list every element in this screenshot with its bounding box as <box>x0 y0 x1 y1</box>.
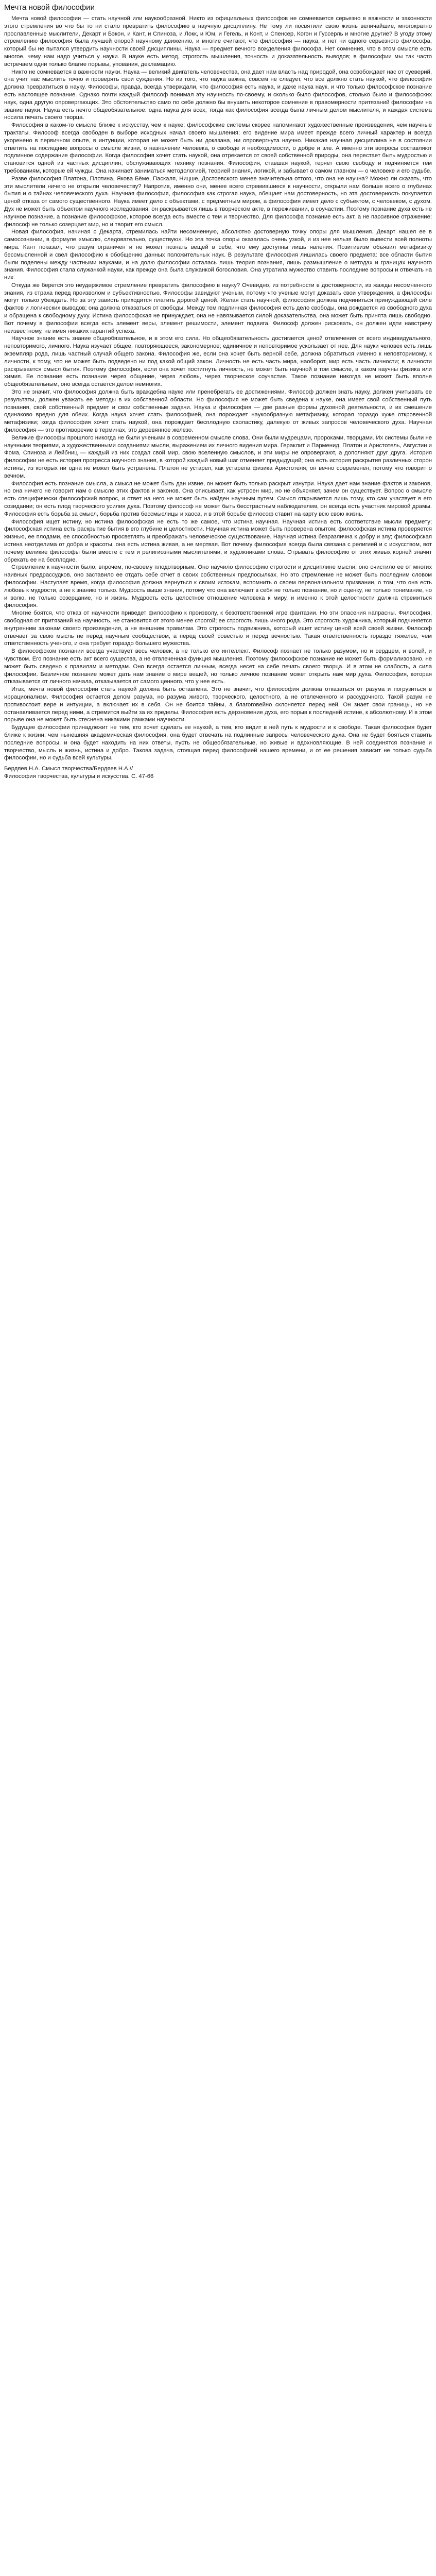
paragraph: Философия в каком-то смысле ближе к искусству, чем к науке; философские системы скорее напоминают художественные произведения, чем научные трактаты. Философ всегда свободен в выборе исходных начал своего мышления; его видение мира имеет прежде всего личный характер и всегда укоренено в первичном опыте, в интуиции, которая не может быть ни доказана, ни опровергнута научно. Никакая научная дисциплина не в состоянии ответить на последние вопросы о смысле жизни, о назначении человека, о свободе и необходимости, о добре и зле. А именно эти вопросы составляют подлинное содержание философии. Когда философия хочет стать наукой, она отрекается от своей собственной природы, она перестает быть мудростью и становится одной из частных дисциплин, обслуживающих технику познания. Философия, ставшая наукой, теряет свою свободу и подчиняется тем требованиям, которые ей чужды. Она начинает заниматься методологией, теорией знания, логикой, и забывает о самом главном — о человеке и его судьбе. <box>4 122 432 174</box>
paragraph: Это не значит, что философия должна быть враждебна науке или пренебрегать ее достижениями. Философ должен знать науку, должен учитывать ее результаты, должен уважать ее методы в их собственной области. Но философия не может быть сведена к науке, она имеет свой собственный путь познания, свой собственный предмет и свои собственные задачи. Наука и философия — две разные формы духовной деятельности, и их смешение одинаково вредно для обеих. Когда наука хочет стать философией, она порождает наукообразную метафизику, которая гораздо хуже откровенной метафизики; когда философия хочет стать наукой, она порождает бесплодную схоластику, далекую от живых запросов человеческого духа. Научная философия — это противоречие в терминах, это деревянное железо. <box>4 389 432 434</box>
paragraph: Научное знание есть знание общеобязательное, и в этом его сила. Но общеобязательность достигается ценой отвлечения от всего индивидуального, неповторимого, личного. Наука изучает общее, повторяющееся, закономерное; единичное и неповторимое ускользает от нее. Для науки человек есть лишь экземпляр рода, лишь частный случай общего закона. Философия же, если она хочет быть верной себе, должна обратиться именно к неповторимому, к личности, к тому, что не может быть подведено ни под какой общий закон. Личность не есть часть мира, наоборот, мир есть часть личности; в личности раскрывается смысл бытия. Поэтому философия, если она хочет постигнуть личность, не может быть научной в том смысле, в каком научны физика или химия. Ее познание есть познание через общение, через любовь, через творческое соучастие. Такое познание никогда не может быть вполне общеобязательным, оно всегда остается делом немногих. <box>4 335 432 388</box>
paragraph: Новая философия, начиная с Декарта, стремилась найти несомненную, абсолютно достоверную точку опоры для мышления. Декарт нашел ее в самосознании, в формуле «мыслю, следовательно, существую». Но эта точка опоры оказалась очень узкой, и из нее нельзя было вывести всей полноты мира. Кант показал, что разум ограничен и не может познать вещей в себе, что ему доступны лишь явления. Позитивизм объявил метафизику бессмысленной и свел философию к обобщению данных положительных наук. В результате философия лишилась своего предмета: все области бытия были поделены между частными науками, и на долю философии осталась лишь теория познания, лишь размышление о методах и границах научного знания. Философия стала служанкой науки, как прежде она была служанкой богословия. Она утратила мужество ставить последние вопросы и отвечать на них. <box>4 229 432 281</box>
paragraph: Многие боятся, что отказ от научности приведет философию к произволу, к безответственной игре фантазии. Но эти опасения напрасны. Философия, свободная от притязаний на научность, не становится от этого менее строгой; ее строгость лишь иного рода. Это строгость художника, который подчиняется внутренним законам своего произведения, а не внешним правилам. Это строгость подвижника, который ищет истину ценой всей своей жизни. Философ отвечает за свою мысль не перед научным сообществом, а перед своей совестью и перед вечностью. Такая ответственность гораздо тяжелее, чем ответственность ученого, и она требует гораздо большего мужества. <box>4 610 432 647</box>
paragraph: Великие философы прошлого никогда не были учеными в современном смысле слова. Они были мудрецами, пророками, творцами. Их системы были не научными теориями, а художественными созданиями мысли, выражением их личного видения мира. Гераклит и Парменид, Платон и Аристотель, Августин и Фома, Спиноза и Лейбниц — каждый из них создал свой мир, свою вселенную смыслов, и эти миры не опровергают, а дополняют друг друга. История философии не есть история прогресса научного знания, в которой каждый новый шаг отменяет предыдущий; она есть история раскрытия различных сторон истины, из которых ни одна не может быть устранена. Платон не устарел, как устарела физика Аристотеля; он вечно современен, потому что говорит о вечном. <box>4 434 432 479</box>
paragraph: В философском познании всегда участвует весь человек, а не только его интеллект. Философ познает не только разумом, но и сердцем, и волей, и чувством. Его познание есть акт всего существа, а не отвлеченная функция мышления. Поэтому философское познание не может быть формализовано, не может быть сведено к правилам и методам. Оно всегда остается личным, всегда несет на себе печать своего творца. И в этом не слабость, а сила философии. Безличное познание может дать нам знание о мире вещей, но только личное познание может открыть нам мир духа. Философия, которая отказывается от личного начала, отказывается от самого ценного, что у нее есть. <box>4 648 432 685</box>
paragraph: Итак, мечта новой философии стать наукой должна быть оставлена. Это не значит, что философия должна отказаться от разума и погрузиться в иррационализм. Философия остается делом разума, но разума живого, творческого, целостного, а не отвлеченного и рассудочного. Такой разум не противостоит вере и интуиции, а включает их в себя. Он не боится тайны, а благоговейно склоняется перед ней. Он знает свои границы, но не останавливается перед ними, а стремится выйти за их пределы. Философия есть дерзновение духа, его порыв к последней истине, к абсолютному. И в этом порыве она не может быть стеснена никакими рамками научности. <box>4 686 432 723</box>
page-title: Мечта новой философии <box>4 3 95 12</box>
paragraph: Философия есть познание смысла, а смысл не может быть дан извне, он может быть только раскрыт изнутри. Наука дает нам знание фактов и законов, но она ничего не говорит нам о смысле этих фактов и законов. Она описывает, как устроен мир, но не объясняет, зачем он существует. Вопрос о смысле есть специфически философский вопрос, и ответ на него не может быть найден научным путем. Смысл открывается лишь тому, кто сам участвует в его созидании; он есть плод творческого усилия духа. Поэтому философ не может быть бесстрастным наблюдателем, он всегда есть участник мировой драмы. Философия есть борьба за смысл, борьба против бессмыслицы и хаоса, и в этой борьбе философ ставит на карту всю свою жизнь. <box>4 480 432 517</box>
citation-footer <box>4 765 432 781</box>
paragraph: Никто не сомневается в важности науки. Наука — великий двигатель человечества, она дает нам власть над природой, она освобождает нас от суеверий, она учит нас мыслить точно и проверять свои суждения. Но из того, что наука важна, совсем не следует, что все должно стать наукой, что философия должна превратиться в науку. Философы, правда, всегда утверждали, что философия есть наука, и даже наука наук, и что только философское познание есть настоящее познание. Однако почти каждый философ понимал эту научность по-своему, и сколько было философов, столько было и философских наук, одна другую опровергающих. Это обстоятельство само по себе должно бы внушить некоторое сомнение в правомерности притязаний философии на звание науки. Наука есть нечто общеобязательное: одна наука для всех, тогда как философия всегда была личным делом мыслителя, и каждая система носила печать своего творца. <box>4 69 432 121</box>
citation-author: Бердяев Н.А. Смысл творчества/Бердяев Н.А.// <box>4 766 133 772</box>
document-page <box>0 0 436 785</box>
paragraph: Будущее философии принадлежит не тем, кто хочет сделать ее наукой, а тем, кто видит в ней путь к мудрости и к свободе. Такая философия будет ближе к жизни, чем нынешняя академическая философия, она будет отвечать на подлинные запросы человеческого духа. Она не будет бояться ставить последние вопросы, и она будет находить на них ответы, пусть не общеобязательные, но живые и вдохновляющие. В ней соединятся познание и творчество, мысль и жизнь, истина и добро. Такова задача, стоящая перед философией нашего времени, и от ее решения зависит не только судьба философии, но и судьба всей культуры. <box>4 724 432 761</box>
paragraph: Стремление к научности было, впрочем, по-своему плодотворным. Оно научило философию строгости и дисциплине мысли, оно очистило ее от многих наивных предрассудков, оно заставило ее отдать себе отчет в своих собственных предпосылках. Но это стремление не может быть последним словом философии. Наступает время, когда философия должна вернуться к своим истокам, вспомнить о своем первоначальном призвании, о том, что она есть любовь к мудрости, а не к знанию только. Мудрость выше знания, потому что она включает в себя не только познание, но и оценку, не только понимание, но и волю, не только созерцание, но и жизнь. Мудрость есть целостное отношение человека к миру, и именно к этой целостности должна стремиться философия. <box>4 564 432 609</box>
citation-source: Философия творчества, культуры и искусства. С. 47-66 <box>4 773 154 779</box>
paragraph: Откуда же берется это неудержимое стремление превратить философию в науку? Очевидно, из потребности в достоверности, из жажды несомненного знания, из страха перед произволом и субъективностью. Философы завидуют ученым, потому что ученые могут доказать свои утверждения, а философы могут только убеждать. Но за эту зависть приходится платить дорогой ценой. Желая стать научной, философия должна подчиниться принуждающей силе фактов и логических выводов; она должна отказаться от свободы. Между тем подлинная философия есть дело свободы, она рождается из свободного духа и обращена к свободному духу. Истина философская не принуждает, она не навязывается силой доказательства, она может быть принята лишь свободно. Вот почему в философии всегда есть элемент веры, элемент решимости, элемент подвига. Философ должен рисковать, он должен идти навстречу неизвестному, не имея никаких гарантий успеха. <box>4 282 432 334</box>
document-body <box>4 15 432 762</box>
paragraph: Мечта новой философии — стать научной или наукообразной. Никто из официальных философов не сомневается серьезно в важности и законности этого стремления во что бы то ни стало превратить философию в научную дисциплину. Не тому ли посвятили свою жизнь величайшие, многократно прославленные мыслители, Декарт и Бэкон, и Кант, и Спиноза, и Локк, и Юм, и Гегель, и Конт, и Спенсер, Когэн и Гуссерль и многие другие? В угоду этому стремлению философия была лучшей опорой научному движению, и многие считают, что философия — наука, и нет ни одного серьезного философа, который бы не пытался утвердить научности своей дисциплины. Наука — предмет вечного вожделения философа. Нет сомнения, что в этом смысле есть многое, чему нам надо учиться у науки. В науке есть метод, строгость мышления, точность и доказательность выводов; в философии мы так часто встречаем одни только благие порывы, упования, декламацию. <box>4 15 432 67</box>
paragraph: Разве философия Платона, Плотина, Якова Бёме, Паскаля, Ницше, Достоевского менее значительна оттого, что она не научна? Можно ли сказать, что эти мыслители ничего не открыли человечеству? Напротив, именно они, менее всего стремившиеся к научности, открыли нам больше всего о глубинах бытия и о тайнах человеческого духа. Научная философия, философия как строгая наука, обещает нам достоверность, но эта достоверность покупается ценой отказа от самого существенного. Наука имеет дело с объектами, с предметным миром, а философия имеет дело с субъектом, с человеком, с духом. Дух не может быть объектом научного исследования; он раскрывается лишь в творческом акте, в переживании, в соучастии. Поэтому познание духа есть не научное познание, а познание философское, которое всегда есть вместе с тем и творчество. Для философа познание есть акт, а не пассивное отражение; философ не только созерцает мир, но и творит его смысл. <box>4 175 432 228</box>
paragraph: Философия ищет истину, но истина философская не есть то же самое, что истина научная. Научная истина есть соответствие мысли предмету; философская истина есть раскрытие бытия в его глубине и целостности. Научная истина может быть проверена опытом; философская истина проверяется жизнью, ее плодами, ее способностью просветлять и преображать человеческое существование. Научная истина безразлична к добру и злу; философская истина неотделима от добра и красоты, она есть истина живая, а не мертвая. Вот почему философия всегда была связана с религией и с искусством, вот почему великие философы были вместе с тем и религиозными мыслителями, и художниками слова. Отрывать философию от этих живых корней значит обрекать ее на бесплодие. <box>4 518 432 563</box>
